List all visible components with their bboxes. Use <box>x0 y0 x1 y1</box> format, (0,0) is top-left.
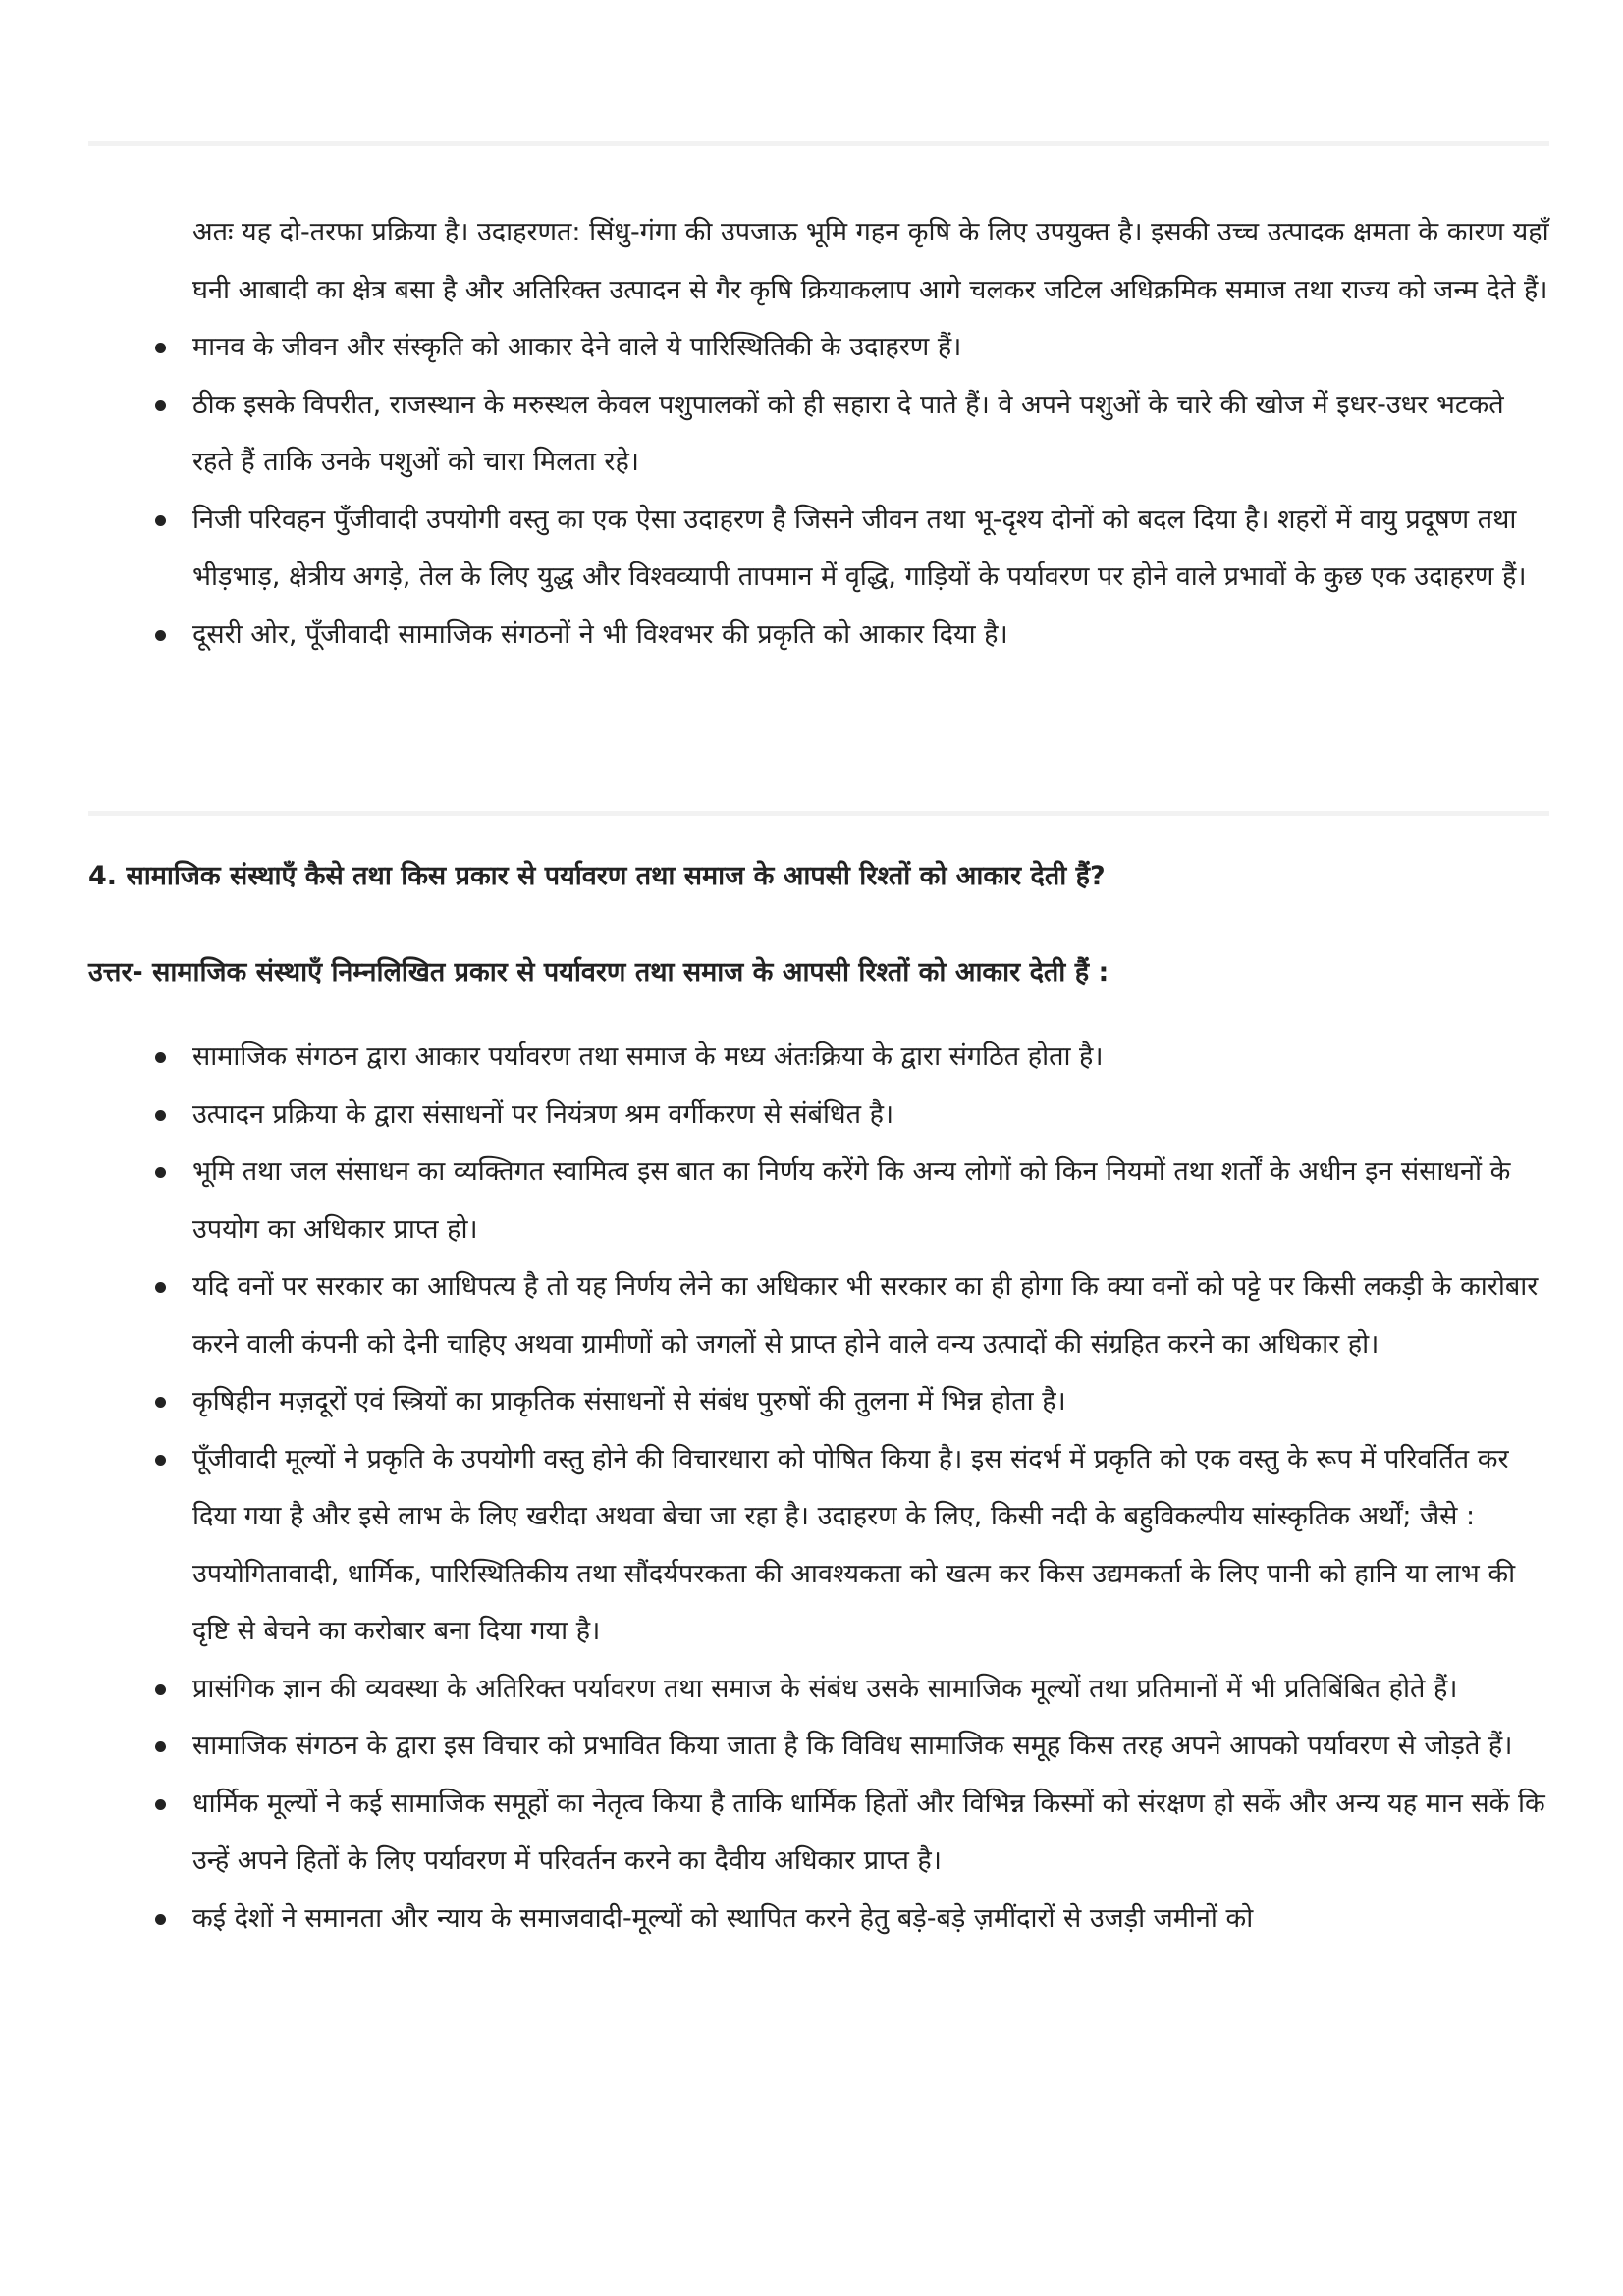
section-2 <box>88 848 1551 1001</box>
list-item: कृषिहीन मज़दूरों एवं स्त्रियों का प्राकृतिक संसाधनों से संबंध पुरुषों की तुलना में भिन्न होता है। <box>88 1373 1551 1431</box>
section-1 <box>88 204 1551 664</box>
list-item: उत्पादन प्रक्रिया के द्वारा संसाधनों पर नियंत्रण श्रम वर्गीकरण से संबंधित है। <box>88 1087 1551 1145</box>
list-item: सामाजिक संगठन द्वारा आकार पर्यावरण तथा समाज के मध्य अंतःक्रिया के द्वारा संगठित होता है। <box>88 1029 1551 1087</box>
bullet-list <box>88 319 1551 664</box>
continuation-paragraph: अतः यह दो-तरफा प्रक्रिया है। उदाहरणत: सिंधु-गंगा की उपजाऊ भूमि गहन कृषि के लिए उपयुक्त है। इसकी उच्च उत्पादक क्षमता के कारण यहाँ घनी आबादी का क्षेत्र बसा है और अतिरिक्त उत्पादन से गैर कृषि क्रियाकलाप आगे चलकर जटिल अधिक्रमिक समाज तथा राज्य को जन्म देते हैं। <box>192 217 1549 305</box>
list-item: कई देशों ने समानता और न्याय के समाजवादी-मूल्यों को स्थापित करने हेतु बड़े-बड़े ज़मींदारों से उजड़ी जमीनों को <box>88 1891 1551 1949</box>
answer-list-block <box>88 1029 1551 1948</box>
list-item: दूसरी ओर, पूँजीवादी सामाजिक संगठनों ने भी विश्वभर की प्रकृति को आकार दिया है। <box>88 607 1551 665</box>
list-item: सामाजिक संगठन के द्वारा इस विचार को प्रभावित किया जाता है कि विविध सामाजिक समूह किस तरह अपने आपको पर्यावरण से जोड़ते हैं। <box>88 1718 1551 1776</box>
list-item: निजी परिवहन पुँजीवादी उपयोगी वस्तु का एक ऐसा उदाहरण है जिसने जीवन तथा भू-दृश्य दोनों को बदल दिया है। शहरों में वायु प्रदूषण तथा भीड़भाड़, क्षेत्रीय अगड़े, तेल के लिए युद्ध और विश्वव्यापी तापमान में वृद्धि, गाड़ियों के पर्यावरण पर होने वाले प्रभावों के कुछ एक उदाहरण हैं। <box>88 492 1551 607</box>
list-item: पूँजीवादी मूल्यों ने प्रकृति के उपयोगी वस्तु होने की विचारधारा को पोषित किया है। इस संदर्भ में प्रकृति को एक वस्तु के रूप में परिवर्तित कर दिया गया है और इसे लाभ के लिए खरीदा अथवा बेचा जा रहा है। उदाहरण के लिए, किसी नदी के बहुविकल्पीय सांस्कृतिक अर्थों; जैसे : उपयोगितावादी, धार्मिक, पारिस्थितिकीय तथा सौंदर्यपरकता की आवश्यकता को खत्म कर किस उद्यमकर्ता के लिए पानी को हानि या लाभ की दृष्टि से बेचने का करोबार बना दिया गया है। <box>88 1431 1551 1661</box>
list-item: मानव के जीवन और संस्कृति को आकार देने वाले ये पारिस्थितिकी के उदाहरण हैं। <box>88 319 1551 377</box>
answer-heading: उत्तर- सामाजिक संस्थाएँ निम्नलिखित प्रकार से पर्यावरण तथा समाज के आपसी रिश्तों को आकार देती हैं : <box>88 956 1109 988</box>
list-item: यदि वनों पर सरकार का आधिपत्य है तो यह निर्णय लेने का अधिकार भी सरकार का ही होगा कि क्या वनों को पट्टे पर किसी लकड़ी के कारोबार करने वाली कंपनी को देनी चाहिए अथवा ग्रामीणों को जगलों से प्राप्त होने वाले वन्य उत्पादों की संग्रहित करने का अधिकार हो। <box>88 1258 1551 1373</box>
list-item: प्रासंगिक ज्ञान की व्यवस्था के अतिरिक्त पर्यावरण तथा समाज के संबंध उसके सामाजिक मूल्यों तथा प्रतिमानों में भी प्रतिबिंबित होते हैं। <box>88 1661 1551 1719</box>
divider <box>88 141 1549 146</box>
list-item: धार्मिक मूल्यों ने कई सामाजिक समूहों का नेतृत्व किया है ताकि धार्मिक हितों और विभिन्न किस्मों को संरक्षण हो सकें और अन्य यह मान सकें कि उन्हें अपने हितों के लिए पर्यावरण में परिवर्तन करने का दैवीय अधिकार प्राप्त है। <box>88 1776 1551 1891</box>
divider <box>88 811 1549 816</box>
list-item: भूमि तथा जल संसाधन का व्यक्तिगत स्वामित्व इस बात का निर्णय करेंगे कि अन्य लोगों को किन नियमों तथा शर्तों के अधीन इन संसाधनों के उपयोग का अधिकार प्राप्त हो। <box>88 1144 1551 1258</box>
question-heading: 4. सामाजिक संस्थाएँ कैसे तथा किस प्रकार से पर्यावरण तथा समाज के आपसी रिश्तों को आकार देती हैं? <box>88 861 1106 891</box>
bullet-list <box>88 1029 1551 1948</box>
list-item: ठीक इसके विपरीत, राजस्थान के मरुस्थल केवल पशुपालकों को ही सहारा दे पाते हैं। वे अपने पशुओं के चारे की खोज में इधर-उधर भटकते रहते हैं ताकि उनके पशुओं को चारा मिलता रहे। <box>88 377 1551 492</box>
